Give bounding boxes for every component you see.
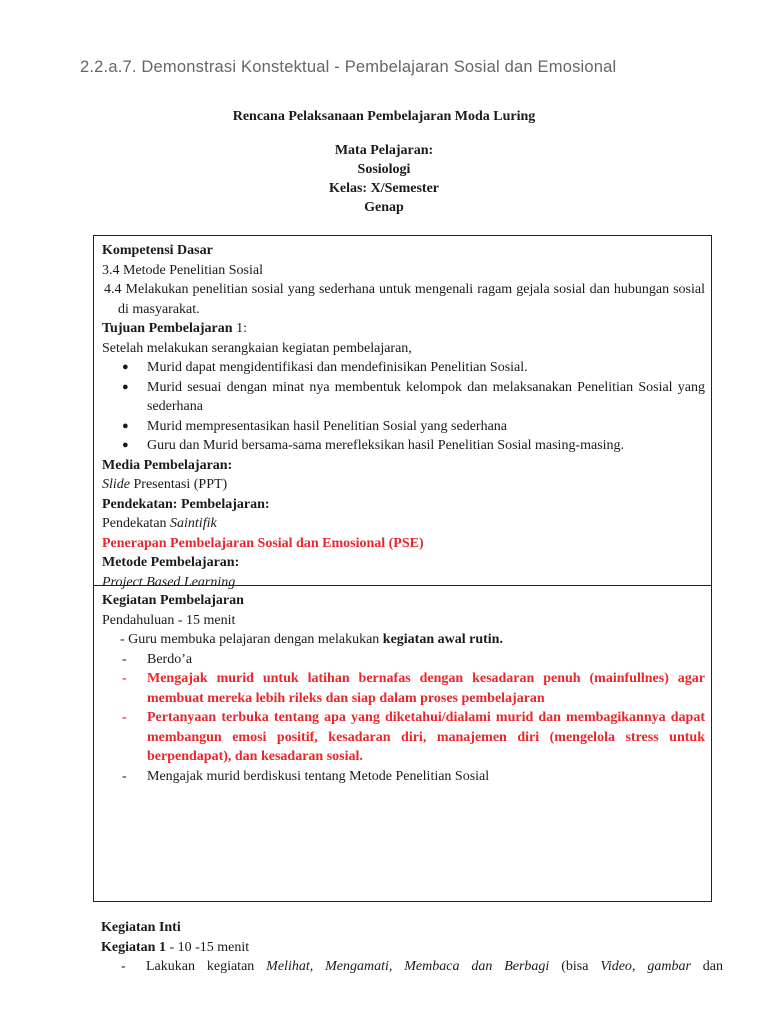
pse-heading: Penerapan Pembelajaran Sosial dan Emosional (PSE) — [102, 535, 424, 551]
opening-plain: - Guru membuka pelajaran dengan melakukan — [120, 632, 383, 647]
inti-text-italic: Melihat, Mengamati, Membaca dan Berbagi — [266, 959, 550, 974]
kd-item-2: 4.4 Melakukan penelitian sosial yang sederhana untuk mengenali ragam gejala sosial dan hubungan sosial di masyarakat. — [104, 282, 705, 317]
kegiatan-1-label: Kegiatan 1 — [101, 939, 166, 955]
dash-marker: - — [122, 768, 127, 784]
list-item — [102, 767, 705, 787]
metode-heading: Metode Pembelajaran: — [102, 555, 240, 570]
kegiatan-item-text: Berdo’a — [147, 651, 193, 667]
pendahuluan-label: Pendahuluan - 15 menit — [102, 612, 236, 628]
kegiatan-item-text: Mengajak murid berdiskusi tentang Metode Penelitian Sosial — [147, 768, 490, 784]
subject-value: Sosiologi — [357, 162, 411, 177]
tujuan-item-text: Murid mempresentasikan hasil Penelitian Sosial yang sederhana — [147, 418, 508, 434]
pendekatan-value-italic: Saintifik — [170, 516, 217, 531]
inti-heading: Kegiatan Inti — [101, 920, 181, 935]
media-value — [102, 475, 705, 495]
plan-info-box — [93, 235, 712, 590]
media-value-italic: Slide — [102, 477, 130, 492]
list-item — [102, 436, 705, 456]
kd-heading: Kompetensi Dasar — [102, 243, 213, 258]
opening-bold: kegiatan awal rutin. — [382, 632, 503, 647]
list-item — [101, 957, 723, 977]
kegiatan-1-line — [101, 938, 723, 958]
kegiatan-heading: Kegiatan Pembelajaran — [102, 593, 244, 608]
class-label: Kelas: X/Semester — [328, 181, 440, 196]
kegiatan-item-text: Pertanyaan terbuka tentang apa yang diketahui/dialami murid dan membagikannya dapat membangun emosi positif, kesadaran diri, manajemen diri (mengelola stress untuk berpendapat), dan kesadaran sosial. — [147, 710, 705, 764]
inti-text-plain-2: (bisa — [549, 959, 601, 974]
list-item — [102, 378, 705, 417]
kegiatan-box — [93, 586, 712, 902]
tujuan-item-text: Murid dapat mengidentifikasi dan mendefinisikan Penelitian Sosial. — [147, 360, 528, 375]
tujuan-item-text: Guru dan Murid bersama-sama merefleksikan hasil Penelitian Sosial masing-masing. — [147, 438, 625, 453]
pendekatan-heading: Pendekatan: Pembelajaran: — [102, 496, 270, 512]
list-item — [102, 708, 705, 767]
tujuan-heading-row — [102, 319, 705, 339]
bullet-icon: ● — [122, 380, 129, 393]
kd-item-1: 3.4 Metode Penelitian Sosial — [102, 262, 263, 278]
dash-marker: - — [122, 671, 127, 686]
inti-item-text — [146, 957, 723, 977]
tujuan-heading: Tujuan Pembelajaran — [102, 321, 233, 336]
kegiatan-inti-section — [101, 918, 723, 977]
inti-text-italic-2: Video, — [600, 959, 636, 974]
document-heading: 2.2.a.7. Demonstrasi Konstektual - Pembelajaran Sosial dan Emosional — [80, 58, 617, 76]
pendekatan-value-plain: Pendekatan — [102, 516, 171, 531]
kegiatan-1-duration: - 10 -15 menit — [165, 939, 250, 955]
list-item — [102, 650, 705, 670]
bullet-icon: ● — [122, 439, 129, 451]
opening-line — [102, 630, 705, 650]
page-title: Rencana Pelaksanaan Pembelajaran Moda Luring — [232, 109, 536, 124]
bullet-icon: ● — [122, 419, 129, 432]
pendekatan-value — [102, 514, 705, 534]
semester-value: Genap — [364, 200, 404, 215]
bullet-icon: ● — [122, 361, 129, 373]
subject-label: Mata Pelajaran: — [334, 143, 434, 158]
metode-value: Project Based Learning — [102, 574, 236, 590]
inti-text-plain: Lakukan kegiatan — [146, 959, 267, 974]
inti-text-plain-4: dan — [690, 959, 723, 974]
inti-text-italic-3: gambar — [647, 959, 691, 974]
tujuan-item-text: Murid sesuai dengan minat nya membentuk kelompok dan melaksanakan Penelitian Sosial yang sederhana — [147, 379, 705, 414]
dash-marker: - — [122, 710, 127, 725]
dash-marker: - — [121, 959, 126, 974]
inti-text-plain-3 — [635, 959, 647, 974]
kegiatan-item-text: Mengajak murid untuk latihan bernafas dengan kesadaran penuh (mainfullnes) agar membuat mereka lebih rileks dan siap dalam proses pembelajaran — [147, 671, 705, 706]
list-item — [102, 669, 705, 708]
tujuan-number: 1: — [232, 321, 247, 336]
list-item — [102, 417, 705, 437]
media-value-rest: Presentasi (PPT) — [130, 477, 228, 492]
tujuan-intro: Setelah melakukan serangkaian kegiatan pembelajaran, — [102, 340, 412, 356]
dash-marker: - — [122, 651, 127, 667]
list-item — [102, 358, 705, 378]
media-heading: Media Pembelajaran: — [102, 457, 233, 473]
